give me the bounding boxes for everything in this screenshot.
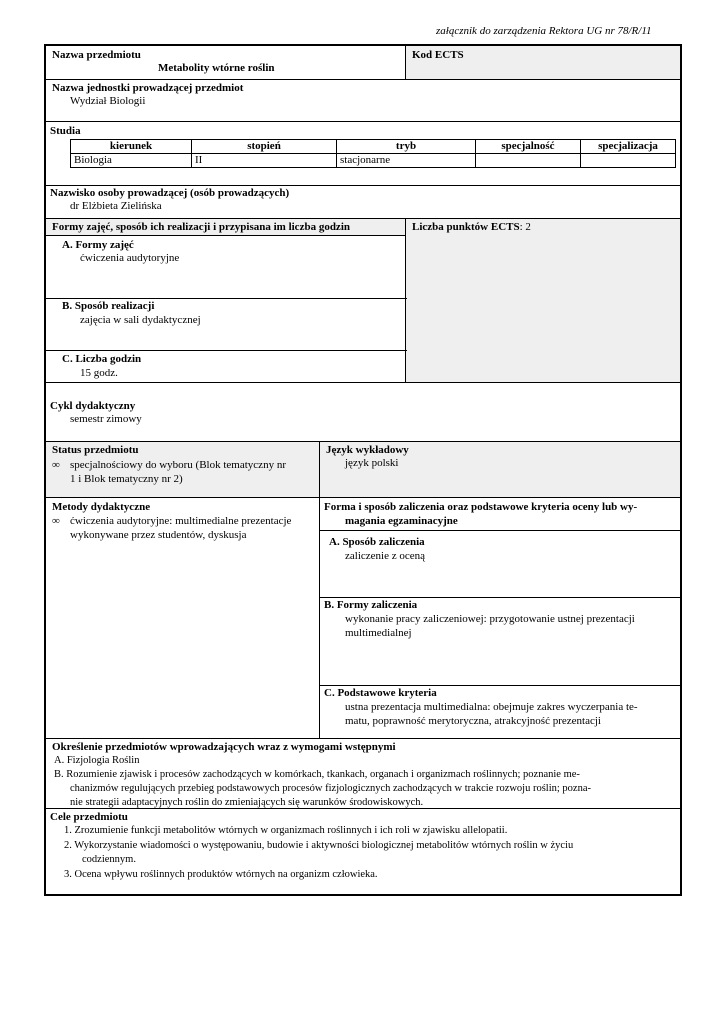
assessment-c-label: C. Podstawowe kryteria: [324, 687, 437, 699]
lecturer-cell: [44, 186, 682, 219]
status-bullet: ∞: [52, 459, 60, 471]
studia-header-tryb: tryb: [337, 140, 476, 154]
hours-value: 15 godz.: [80, 367, 118, 379]
prerequisites-label: Określenie przedmiotów wprowadzających wraz z wymogami wstępnymi: [52, 741, 396, 753]
realization-label: B. Sposób realizacji: [62, 300, 155, 312]
subject-cell: [44, 44, 405, 80]
studia-header-specjalizacja: specjalizacja: [581, 140, 676, 154]
prerequisites-b-line2: chanizmów regulujących przebieg podstawowych procesów fizjologicznych zachodzących w trakcie rozwoju roślin; pozna-: [70, 783, 592, 794]
methods-line2: wykonywane przez studentów, dyskusja: [70, 529, 247, 541]
assessment-a-label: A. Sposób zaliczenia: [329, 536, 425, 548]
divider: [320, 530, 681, 531]
methods-line1: ćwiczenia audytoryjne: multimedialne prezentacje: [70, 515, 292, 527]
assessment-b-line2: multimedialnej: [345, 627, 412, 639]
status-label: Status przedmiotu: [52, 444, 139, 456]
status-line2: 1 i Blok tematyczny nr 2): [70, 473, 183, 485]
goal-1: 1. Zrozumienie funkcji metabolitów wtórnych w organizmach roślinnych i ich roli w zjawisku allelopatii.: [64, 825, 508, 836]
forms-body: [44, 236, 405, 383]
prerequisites-cell: [44, 739, 682, 809]
forms-header-cell: [44, 219, 405, 236]
assessment-b-line1: wykonanie pracy zaliczeniowej: przygotowanie ustnej prezentacji: [345, 613, 635, 625]
hours-label: C. Liczba godzin: [62, 353, 142, 365]
subject-value: Metabolity wtórne roślin: [158, 62, 275, 74]
studia-cell-tryb: stacjonarne: [337, 154, 476, 168]
ects-points-label: Liczba punktów ECTS: [412, 221, 520, 233]
assessment-c-line2: matu, poprawność merytoryczna, atrakcyjność prezentacji: [345, 715, 601, 727]
realization-value: zajęcia w sali dydaktycznej: [80, 314, 201, 326]
methods-cell: [44, 498, 319, 739]
goal-2-line2: codziennym.: [82, 854, 136, 865]
ects-points-value: : 2: [519, 221, 531, 233]
cycle-value: semestr zimowy: [70, 413, 142, 425]
divider: [46, 350, 407, 351]
language-cell: [319, 442, 682, 498]
cycle-cell: [44, 383, 682, 442]
goal-3: 3. Ocena wpływu roślinnych produktów wtórnych na organizm człowieka.: [64, 869, 378, 880]
ects-code-label: Kod ECTS: [412, 49, 464, 61]
assessment-cell: [319, 498, 682, 739]
forms-header: Formy zajęć, sposób ich realizacji i przypisana im liczba godzin: [52, 221, 350, 233]
methods-bullet: ∞: [52, 515, 60, 527]
studia-header-kierunek: kierunek: [71, 140, 192, 154]
assessment-label-line1: Forma i sposób zaliczenia oraz podstawowe kryteria oceny lub wy-: [324, 501, 638, 513]
goal-2-line1: 2. Wykorzystanie wiadomości o występowaniu, budowie i aktywności biologicznej metabolitów wtórnych roślin w życiu: [64, 840, 574, 851]
language-label: Język wykładowy: [326, 444, 409, 456]
forms-label: A. Formy zajęć: [62, 239, 134, 251]
language-value: język polski: [345, 457, 399, 469]
status-cell: [44, 442, 319, 498]
studia-table: [70, 139, 676, 168]
assessment-b-label: B. Formy zaliczenia: [324, 599, 418, 611]
ects-points-cell: [405, 219, 682, 383]
ects-points: [412, 220, 531, 234]
lecturer-label: Nazwisko osoby prowadzącej (osób prowadzących): [50, 187, 290, 199]
studia-cell-stopien: II: [192, 154, 337, 168]
assessment-a-value: zaliczenie z oceną: [345, 550, 425, 562]
status-line1: specjalnościowy do wyboru (Blok tematyczny nr: [70, 459, 286, 471]
unit-cell: [44, 80, 682, 122]
prerequisites-b-line3: nie strategii adaptacyjnych roślin do zmieniających się warunków środowiskowych.: [70, 797, 424, 808]
forms-value: ćwiczenia audytoryjne: [80, 252, 180, 264]
studia-header-stopien: stopień: [192, 140, 337, 154]
studia-cell-specjalizacja: [581, 154, 676, 168]
studia-header-specjalnosc: specjalność: [476, 140, 581, 154]
unit-value: Wydział Biologii: [70, 95, 146, 107]
studia-cell-kierunek: Biologia: [71, 154, 192, 168]
prerequisites-b-line1: B. Rozumienie zjawisk i procesów zachodzących w komórkach, tkankach, organach i organizmach roślinnych; poznanie me-: [54, 769, 580, 780]
cycle-label: Cykl dydaktyczny: [50, 400, 136, 412]
assessment-c-line1: ustna prezentacja multimedialna: obejmuje zakres wyczerpania te-: [345, 701, 638, 713]
goals-cell: [44, 809, 682, 896]
ects-code-cell: [405, 44, 682, 80]
goals-label: Cele przedmiotu: [50, 811, 128, 823]
studia-label: Studia: [50, 125, 81, 137]
assessment-label-line2: magania egzaminacyjne: [345, 515, 458, 527]
prerequisites-a: A. Fizjologia Roślin: [54, 755, 140, 766]
subject-label: Nazwa przedmiotu: [52, 49, 141, 61]
lecturer-value: dr Elżbieta Zielińska: [70, 200, 162, 212]
header-note: załącznik do zarządzenia Rektora UG nr 78/R/11: [436, 25, 652, 37]
studia-cell-specjalnosc: [476, 154, 581, 168]
methods-label: Metody dydaktyczne: [52, 501, 151, 513]
unit-label: Nazwa jednostki prowadzącej przedmiot: [52, 82, 244, 94]
